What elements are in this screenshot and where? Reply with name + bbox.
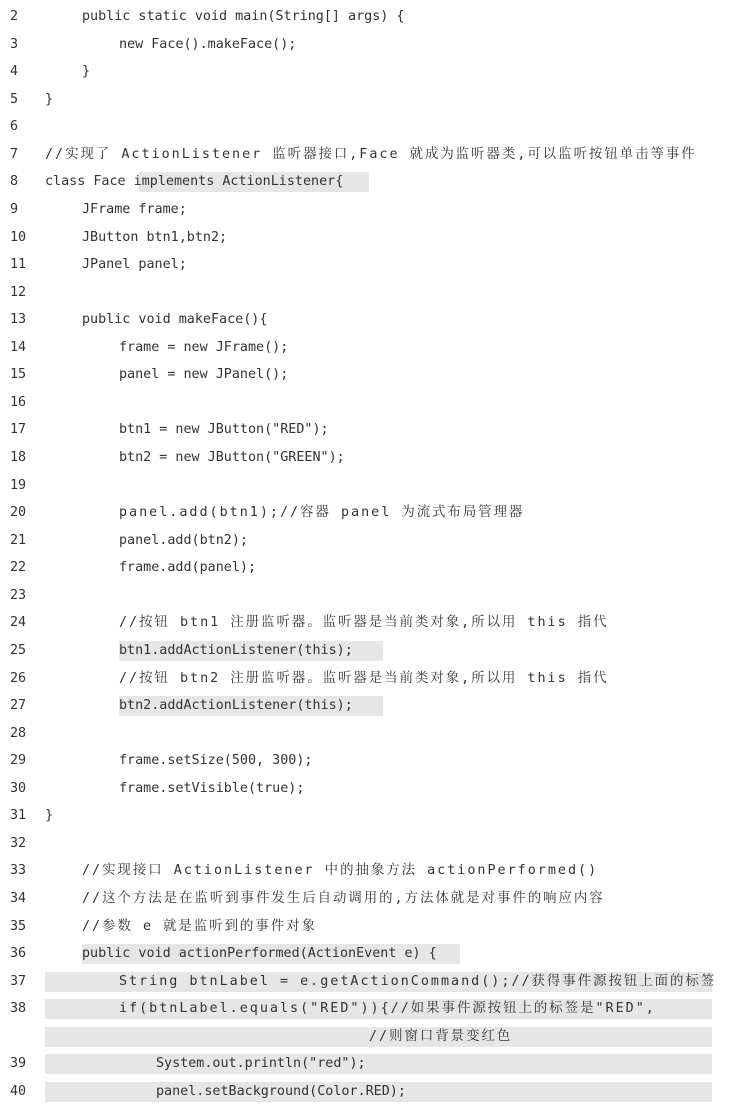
line-number: 14 [10, 340, 27, 355]
line-number: 10 [10, 230, 27, 245]
code-text: public void actionPerformed(ActionEvent e) { [82, 946, 437, 961]
code-comment: //按钮 btn1 注册监听器。监听器是当前类对象,所以用 this 指代 [119, 615, 609, 630]
line-number: 35 [10, 919, 27, 934]
code-line [0, 556, 745, 580]
code-line [0, 391, 745, 415]
line-number: 27 [10, 698, 27, 713]
code-line [0, 942, 745, 966]
line-number: 16 [10, 395, 27, 410]
line-number: 4 [10, 64, 19, 79]
code-text: } [45, 92, 54, 107]
code-line [0, 1052, 745, 1076]
code-line [0, 474, 745, 498]
code-line [0, 446, 745, 470]
code-text: btn1 = new JButton("RED"); [119, 422, 329, 437]
line-highlight [45, 1054, 712, 1074]
code-comment: //按钮 btn2 注册监听器。监听器是当前类对象,所以用 this 指代 [119, 671, 609, 686]
line-number: 23 [10, 588, 27, 603]
code-text: public static void main(String[] args) { [82, 9, 405, 24]
line-number: 28 [10, 726, 27, 741]
code-line [0, 667, 745, 691]
code-line [0, 1080, 745, 1104]
code-line [0, 281, 745, 305]
code-text: panel.add(btn1);//容器 panel 为流式布局管理器 [119, 505, 525, 520]
code-line [0, 170, 745, 194]
code-line [0, 143, 745, 167]
code-line [0, 418, 745, 442]
line-number: 31 [10, 808, 27, 823]
code-line [0, 88, 745, 112]
line-number: 33 [10, 863, 27, 878]
code-text: panel.setBackground(Color.RED); [156, 1084, 406, 1099]
code-text: panel = new JPanel(); [119, 367, 289, 382]
code-line [0, 253, 745, 277]
code-line [0, 115, 745, 139]
code-text: if(btnLabel.equals("RED")){//如果事件源按钮上的标签是"RED", [119, 1001, 656, 1016]
code-line [0, 33, 745, 57]
line-number: 8 [10, 174, 19, 189]
code-text: } [45, 808, 54, 823]
line-number: 36 [10, 946, 27, 961]
line-number: 21 [10, 533, 27, 548]
code-text: } [82, 64, 91, 79]
code-line [0, 5, 745, 29]
code-text: JFrame frame; [82, 202, 187, 217]
code-line [0, 970, 745, 994]
code-line [0, 226, 745, 250]
line-number: 12 [10, 285, 27, 300]
code-text: btn1.addActionListener(this); [119, 643, 353, 658]
code-text: btn2.addActionListener(this); [119, 698, 353, 713]
code-line [0, 832, 745, 856]
line-number: 13 [10, 312, 27, 327]
line-number: 37 [10, 974, 27, 989]
code-comment: //实现接口 ActionListener 中的抽象方法 actionPerformed() [82, 863, 599, 878]
code-text: public void makeFace(){ [82, 312, 268, 327]
code-line [0, 804, 745, 828]
code-line [0, 363, 745, 387]
code-line [0, 777, 745, 801]
line-number: 30 [10, 781, 27, 796]
code-text: String btnLabel = e.getActionCommand();//获得事件源按钮上面的标签 [119, 974, 717, 989]
line-number: 25 [10, 643, 27, 658]
code-line [0, 722, 745, 746]
line-number: 22 [10, 560, 27, 575]
code-line [0, 529, 745, 553]
line-number: 3 [10, 37, 19, 52]
code-line [0, 997, 745, 1021]
line-number: 17 [10, 422, 27, 437]
line-number: 7 [10, 147, 19, 162]
code-line [0, 694, 745, 718]
code-line [0, 915, 745, 939]
code-text: JButton btn1,btn2; [82, 230, 228, 245]
line-number: 19 [10, 478, 27, 493]
code-text: new Face().makeFace(); [119, 37, 297, 52]
code-text: frame.setSize(500, 300); [119, 753, 313, 768]
code-comment: //参数 e 就是监听到的事件对象 [82, 919, 317, 934]
line-number: 9 [10, 202, 19, 217]
code-line [0, 60, 745, 84]
line-number: 6 [10, 119, 19, 134]
line-number: 38 [10, 1001, 27, 1016]
line-number: 2 [10, 9, 19, 24]
code-comment: //则窗口背景变红色 [369, 1029, 513, 1044]
line-number: 24 [10, 615, 27, 630]
code-text: panel.add(btn2); [119, 533, 248, 548]
code-line [0, 887, 745, 911]
code-line [0, 859, 745, 883]
line-number: 11 [10, 257, 27, 272]
code-line [0, 639, 745, 663]
line-number: 32 [10, 836, 27, 851]
code-text: frame.setVisible(true); [119, 781, 305, 796]
code-line [0, 198, 745, 222]
code-line [0, 336, 745, 360]
line-number: 20 [10, 505, 27, 520]
line-number: 40 [10, 1084, 27, 1099]
line-number: 15 [10, 367, 27, 382]
code-text: System.out.println("red"); [156, 1056, 366, 1071]
code-line [0, 749, 745, 773]
line-number: 29 [10, 753, 27, 768]
code-text: JPanel panel; [82, 257, 187, 272]
line-number: 34 [10, 891, 27, 906]
code-text: class Face implements ActionListener{ [45, 174, 344, 189]
code-text: btn2 = new JButton("GREEN"); [119, 450, 345, 465]
line-number: 5 [10, 92, 19, 107]
line-number: 39 [10, 1056, 27, 1071]
code-text: frame.add(panel); [119, 560, 257, 575]
code-comment: //实现了 ActionListener 监听器接口,Face 就成为监听器类,可以监听按钮单击等事件 [45, 147, 697, 162]
line-number: 26 [10, 671, 27, 686]
code-text: frame = new JFrame(); [119, 340, 289, 355]
code-line [0, 611, 745, 635]
code-line [0, 501, 745, 525]
code-comment: //这个方法是在监听到事件发生后自动调用的,方法体就是对事件的响应内容 [82, 891, 605, 906]
code-line [0, 308, 745, 332]
line-number: 18 [10, 450, 27, 465]
code-line [0, 584, 745, 608]
code-line [0, 1025, 745, 1049]
